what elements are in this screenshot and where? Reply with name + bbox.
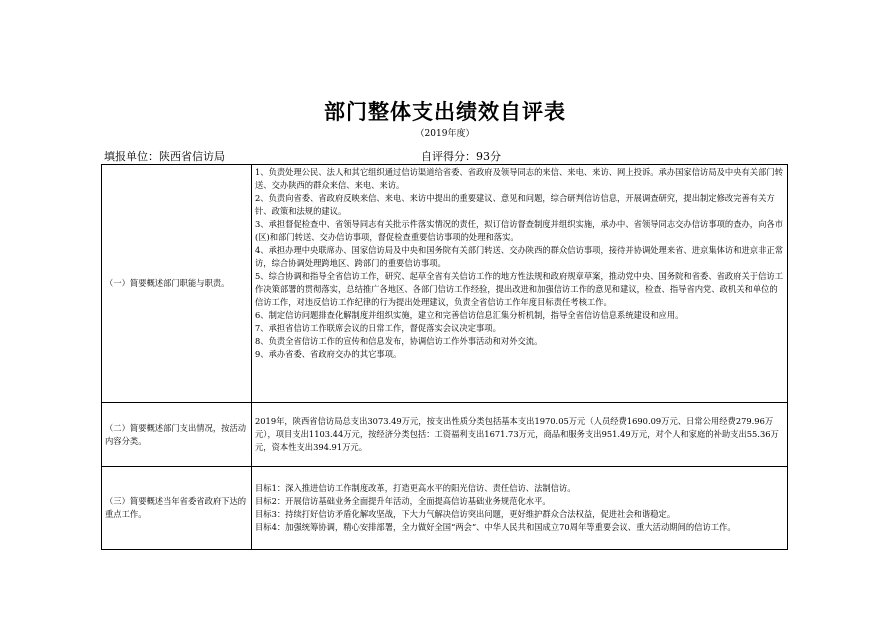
- self-evaluation-score: 自评得分：93分: [421, 150, 501, 163]
- duty-item: 6、制定信访问题排查化解制度并组织实施，建立和完善信访信息汇集分析机制，指导全省信访信息系统建设和应用。: [255, 310, 684, 320]
- duty-item: 4、承担办理中央联席办、国家信访局及中央和国务院有关部门转送、交办陕西的群众信访事项，接待并协调处理来省、进京集体访和进京非正常访，综合协调处理跨地区、跨部门的重要信访事项。: [255, 245, 783, 268]
- duty-item: 2、负责向省委、省政府反映来信、来电、来访中提出的重要建议、意见和问题，综合研判信访信息，开展调查研究，提出制定修改完善有关方针、政策和法规的建议。: [255, 193, 775, 216]
- goal-item: 目标3：持续打好信访矛盾化解攻坚战，下大力气解决信访突出问题，更好维护群众合法权益，促进社会和谐稳定。: [255, 509, 676, 519]
- row-label: （三）简要概述当年省委省政府下达的重点工作。: [102, 467, 252, 550]
- expenditure-summary: 2019年，陕西省信访局总支出3073.49万元，按支出性质分类包括基本支出1970.05万元（人员经费1690.09万元、日常公用经费279.96万元），项目支出1103.44万元，按经济分类包括：工资福利支出1671.73万元，商品和服务支出951.49万元，对个人和家庭的补助支出55.36万元，资本性支出394.91万元。: [255, 416, 779, 452]
- document-year: （2019年度）: [415, 129, 475, 139]
- duty-item: 8、负责全省信访工作的宣传和信息发布，协调信访工作外事活动和对外交流。: [255, 336, 543, 346]
- goal-item: 目标2：开展信访基础业务全面提升年活动，全面提高信访基础业务规范化水平。: [255, 496, 551, 506]
- row-content: [252, 467, 788, 550]
- table-row: [102, 403, 788, 467]
- row-label: （二）简要概述部门支出情况，按活动内容分类。: [102, 403, 252, 467]
- goal-item: 目标1：深入推进信访工作制度改革，打造更高水平的阳光信访、责任信访、法制信访。: [255, 483, 576, 493]
- row-label: （一）简要概述部门职能与职责。: [102, 165, 252, 403]
- row-content: [252, 403, 788, 467]
- document-title: 部门整体支出绩效自评表: [324, 100, 566, 124]
- duty-item: 3、承担督促检查中、省领导同志有关批示件落实情况的责任，拟订信访督查制度并组织实施，承办中、省领导同志交办信访事项的查办，向各市(区)和部门转送、交办信访事项，督促检查重要信访事项的处理和落实。: [255, 219, 783, 242]
- row-content: [252, 165, 788, 403]
- performance-table: [101, 164, 788, 550]
- duty-item: 9、承办省委、省政府交办的其它事项。: [255, 349, 402, 359]
- goal-item: 目标4：加强统筹协调，精心安排部署，全力做好全国“两会”、中华人民共和国成立70周年等重要会议、重大活动期间的信访工作。: [255, 522, 736, 532]
- reporting-unit: 填报单位：陕西省信访局: [104, 150, 225, 163]
- duty-item: 5、综合协调和指导全省信访工作，研究、起草全省有关信访工作的地方性法规和政府规章草案，推动党中央、国务院和省委、省政府关于信访工作决策部署的贯彻落实，总结推广各地区、各部门信访工作经验，提出改进和加强信访工作的意见和建议，检查、指导省内党、政机关和单位的信访工作，对违反信访工作纪律的行为提出处理建议，负责全省信访工作年度目标责任考核工作。: [255, 271, 783, 307]
- table-row: [102, 467, 788, 550]
- table-row: [102, 165, 788, 403]
- duty-item: 1、负责处理公民、法人和其它组织通过信访渠道给省委、省政府及领导同志的来信、来电、来访、网上投诉。承办国家信访局及中央有关部门转送、交办陕西的群众来信、来电、来访。: [255, 167, 783, 190]
- duty-item: 7、承担省信访工作联席会议的日常工作，督促落实会议决定事项。: [255, 323, 501, 333]
